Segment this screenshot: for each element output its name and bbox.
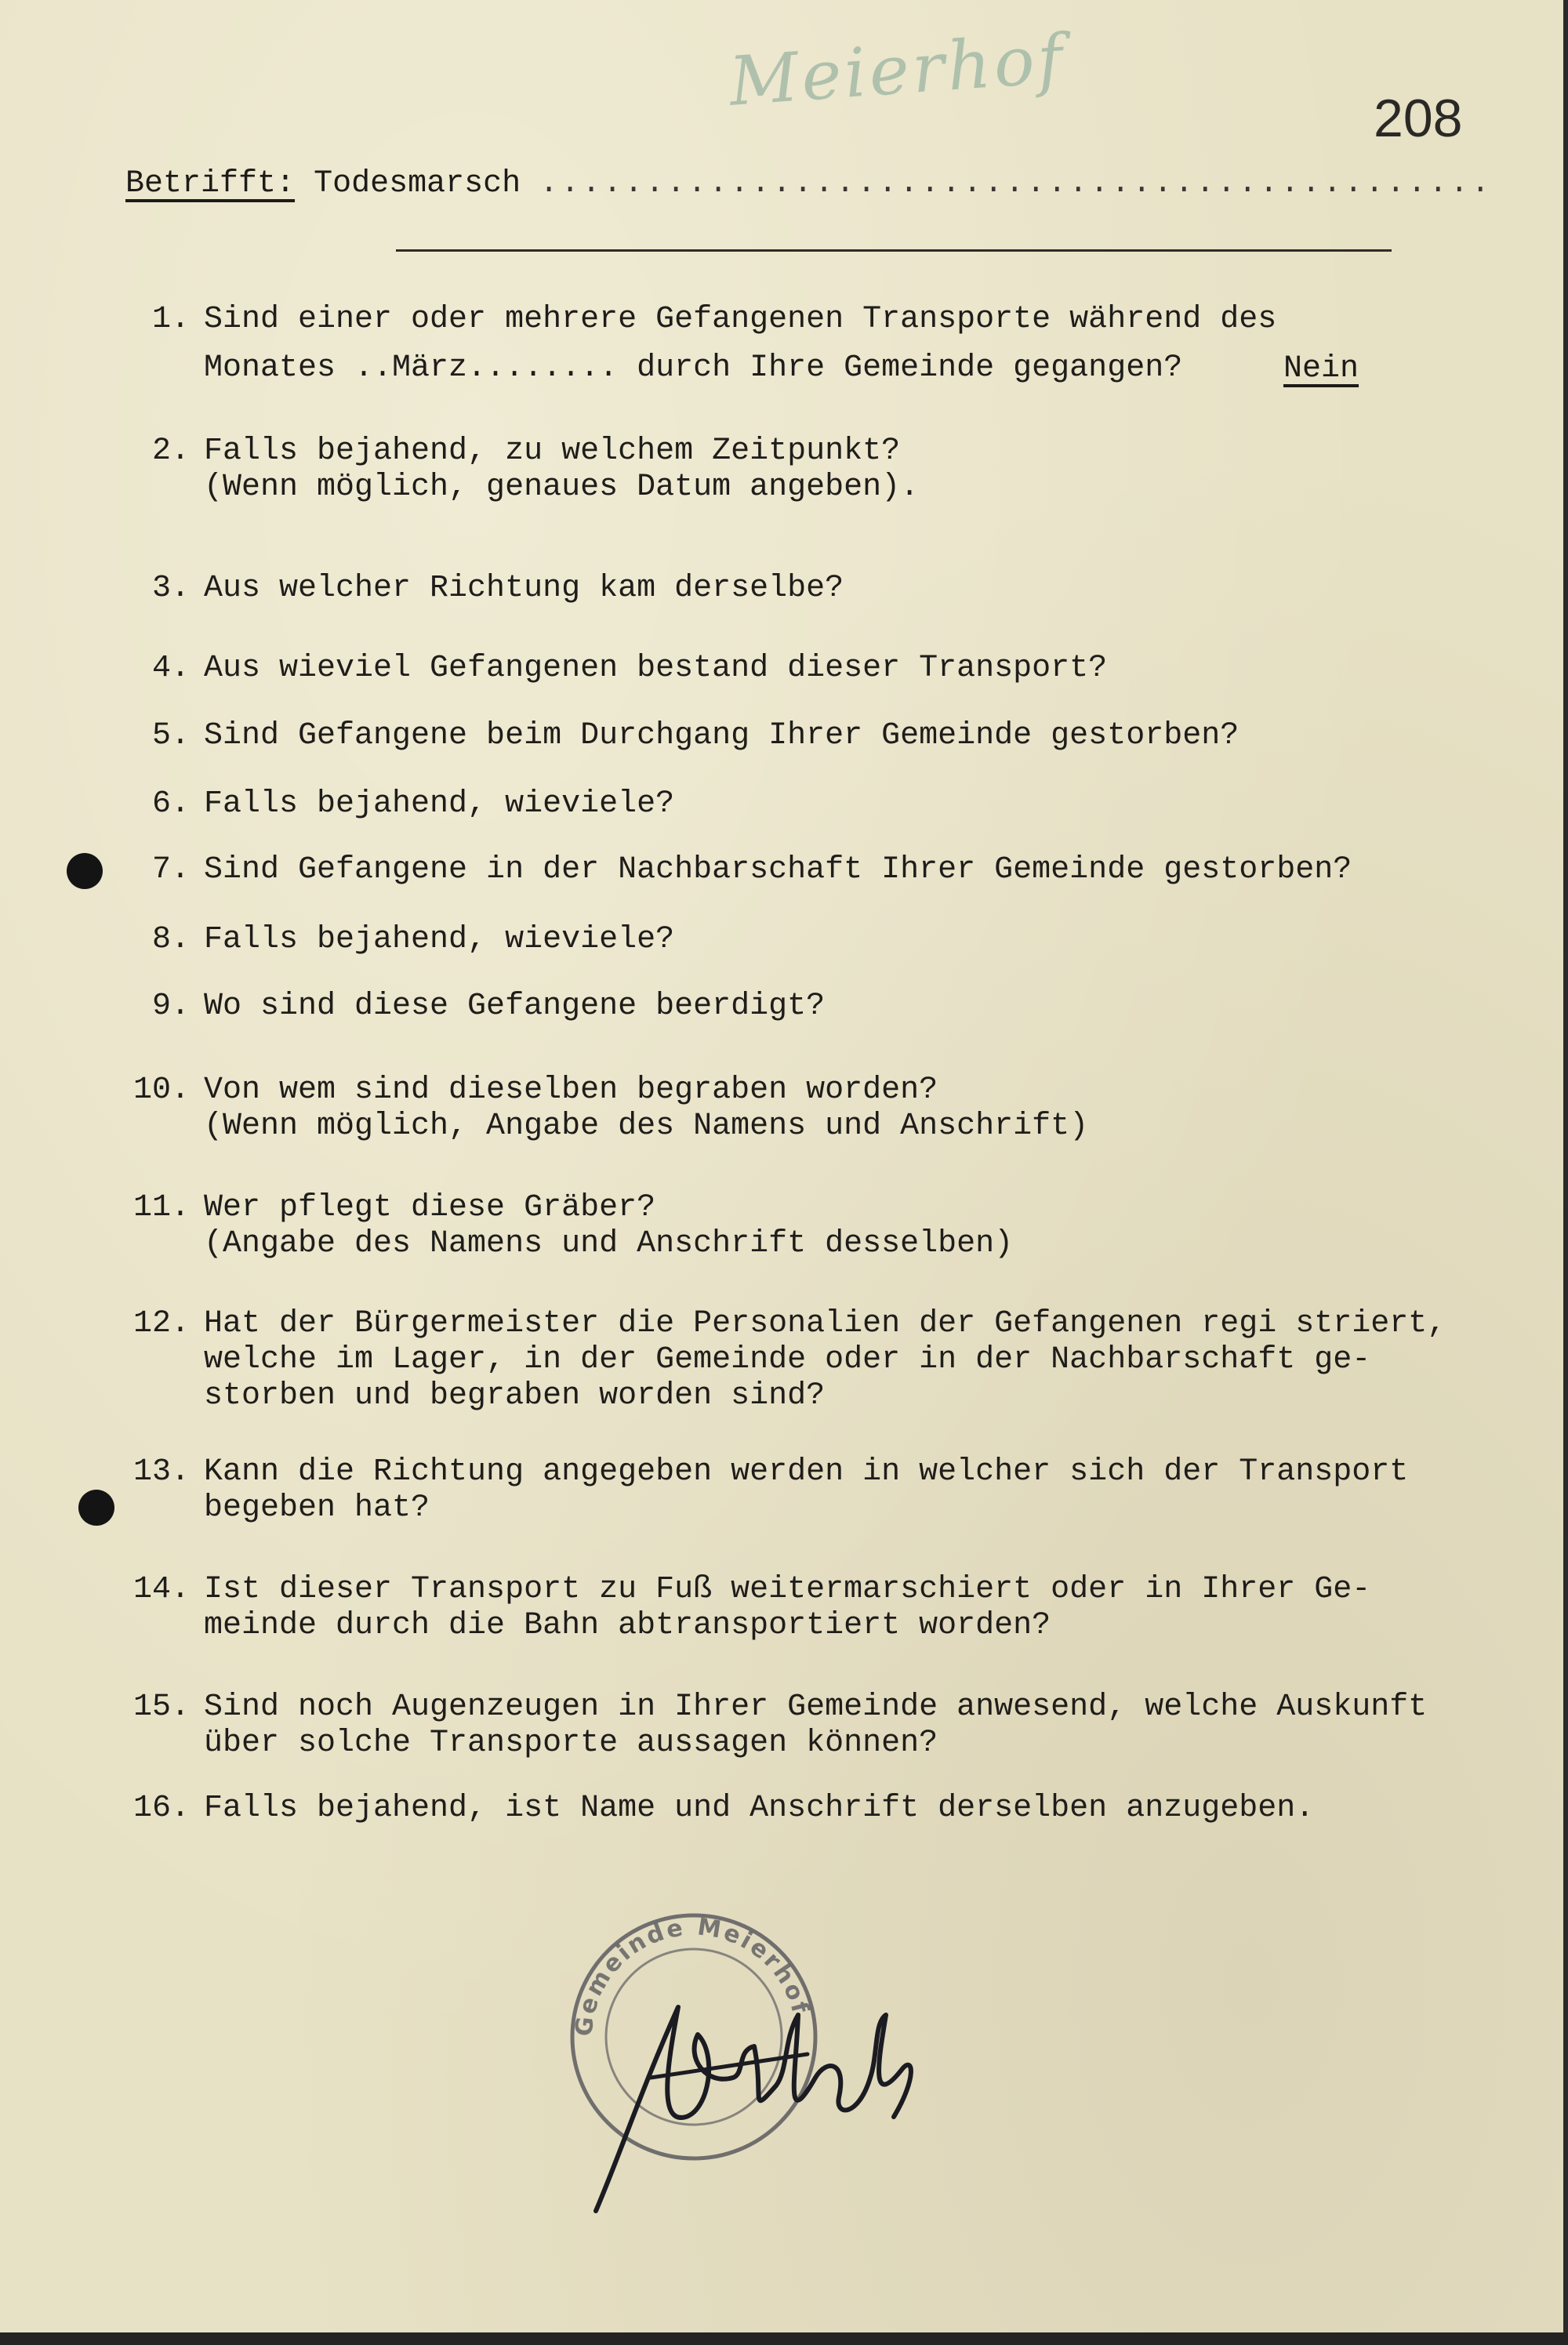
subject-line <box>125 166 1492 201</box>
pencil-annotation: Meierhof <box>727 20 1069 122</box>
question-text-line: Ist dieser Transport zu Fuß weitermarschiert oder in Ihrer Ge- <box>204 1572 1371 1607</box>
question-text-line: Falls bejahend, wieviele? <box>204 786 675 822</box>
question-number: 7. <box>151 852 190 888</box>
question-number: 14. <box>132 1572 190 1607</box>
scan-edge-bottom <box>0 2332 1568 2345</box>
punch-hole <box>67 853 103 889</box>
question-text-line: über solche Transporte aussagen können? <box>204 1726 938 1761</box>
page-number: 208 <box>1374 89 1463 148</box>
question-number: 2. <box>151 434 190 469</box>
question-text-line: Kann die Richtung angegeben werden in welcher sich der Transport <box>204 1454 1409 1490</box>
question-text-line: Aus wieviel Gefangenen bestand dieser Transport? <box>204 651 1108 686</box>
question-number: 13. <box>132 1454 190 1490</box>
question-text-line: Sind einer oder mehrere Gefangenen Transporte während des <box>204 302 1277 337</box>
question-text-line: Sind noch Augenzeugen in Ihrer Gemeinde anwesend, welche Auskunft <box>204 1690 1428 1725</box>
question-number: 5. <box>151 718 190 753</box>
question-number: 10. <box>132 1073 190 1108</box>
question-text-line: Von wem sind dieselben begraben worden? <box>204 1073 938 1108</box>
question-text-line: storben und begraben worden sind? <box>204 1378 826 1414</box>
question-number: 4. <box>151 651 190 686</box>
signature <box>549 1960 925 2227</box>
scan-edge-right <box>1563 0 1568 2345</box>
question-text-line: Sind Gefangene in der Nachbarschaft Ihrer Gemeinde gestorben? <box>204 852 1352 888</box>
question-number: 11. <box>132 1190 190 1225</box>
question-text-line: Falls bejahend, ist Name und Anschrift derselben anzugeben. <box>204 1791 1315 1826</box>
question-number: 8. <box>151 922 190 957</box>
question-number: 16. <box>132 1791 190 1826</box>
question-text-line: meinde durch die Bahn abtransportiert worden? <box>204 1608 1051 1643</box>
punch-hole <box>78 1490 114 1526</box>
question-number: 3. <box>151 571 190 606</box>
seal-text: Gemeinde Meierhof <box>570 1913 815 2038</box>
question-text-line: Wer pflegt diese Gräber? <box>204 1190 656 1225</box>
question-text-line: Sind Gefangene beim Durchgang Ihrer Gemeinde gestorben? <box>204 718 1240 753</box>
separator-line <box>396 249 1392 252</box>
answer-q1: Nein <box>1283 351 1359 387</box>
question-text-line: (Angabe des Namens und Anschrift desselben) <box>204 1226 1014 1261</box>
question-number: 9. <box>151 989 190 1024</box>
question-text-line: Monates ..März........ durch Ihre Gemeinde gegangen? <box>204 350 1183 386</box>
question-number: 1. <box>151 302 190 337</box>
subject-label: Betrifft: <box>125 166 296 201</box>
question-text-line: (Wenn möglich, genaues Datum angeben). <box>204 470 920 505</box>
signature-text: Stakrh <box>549 1960 552 1961</box>
subject-text: Todesmarsch <box>314 166 521 201</box>
question-number: 12. <box>132 1306 190 1341</box>
question-number: 6. <box>151 786 190 822</box>
question-text-line: Wo sind diese Gefangene beerdigt? <box>204 989 826 1024</box>
question-text-line: Falls bejahend, zu welchem Zeitpunkt? <box>204 434 901 469</box>
question-text-line: welche im Lager, in der Gemeinde oder in der Nachbarschaft ge- <box>204 1342 1371 1378</box>
question-text-line: (Wenn möglich, Angabe des Namens und Anschrift) <box>204 1109 1089 1144</box>
question-text-line: Falls bejahend, wieviele? <box>204 922 675 957</box>
question-text-line: Aus welcher Richtung kam derselbe? <box>204 571 844 606</box>
question-text-line: begeben hat? <box>204 1490 430 1526</box>
subject-dots: ............................................. <box>539 166 1493 201</box>
question-text-line: Hat der Bürgermeister die Personalien der Gefangenen regi striert, <box>204 1306 1446 1341</box>
question-number: 15. <box>132 1690 190 1725</box>
